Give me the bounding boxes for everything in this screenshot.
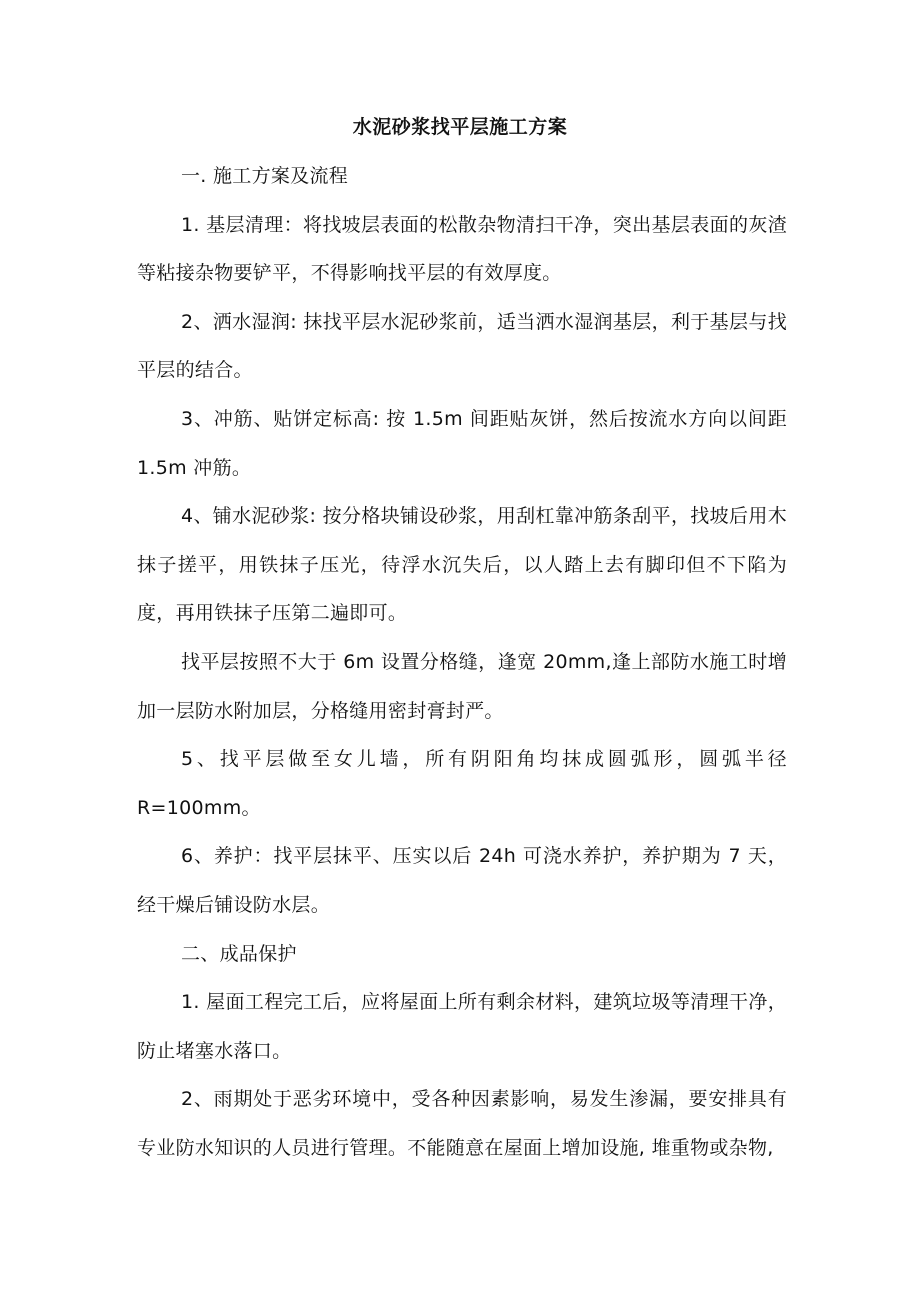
paragraph-dividing-joints: 找平层按照不大于 6m 设置分格缝，逢宽 20mm,逢上部防水施工时增加一层防水附加层，分格缝用密封膏封严。 [137,650,787,722]
paragraph-rainy-season: 2、雨期处于恶劣环境中，受各种因素影响，易发生渗漏，要安排具有专业防水知识的人员进行管理。不能随意在屋面上增加设施, 堆重物或杂物, [137,1088,787,1159]
paragraph-elevation-marking: 3、冲筋、贴饼定标高: 按 1.5m 间距贴灰饼，然后按流水方向以间距 1.5m 冲筋。 [137,407,787,479]
document-body [137,152,787,1172]
paragraph-parapet-corners: 5、找平层做至女儿墙，所有阴阳角均抹成圆弧形，圆弧半径 R=100mm。 [137,748,787,819]
paragraph-curing: 6、养护：找平层抹平、压实以后 24h 可浇水养护，养护期为 7 天，经干燥后铺设防水层。 [137,845,787,916]
paragraph-mortar-laying: 4、铺水泥砂浆: 按分格块铺设砂浆，用刮杠靠冲筋条刮平，找坡后用木抹子搓平，用铁抹子压光，待浮水沉失后，以人踏上去有脚印但不下陷为度，再用铁抹子压第二遍即可。 [137,505,787,625]
document-title: 水泥砂浆找平层施工方案 [352,116,568,138]
section-heading-construction-plan: 一. 施工方案及流程 [181,165,349,187]
paragraph-base-cleaning: 1. 基层清理：将找坡层表面的松散杂物清扫干净，突出基层表面的灰渣等粘接杂物要铲平，不得影响找平层的有效厚度。 [137,213,787,285]
paragraph-watering: 2、洒水湿润: 抹找平层水泥砂浆前，适当洒水湿润基层，利于基层与找平层的结合。 [137,310,787,382]
paragraph-roof-cleanup: 1. 屋面工程完工后，应将屋面上所有剩余材料，建筑垃圾等清理干净，防止堵塞水落口。 [137,991,787,1062]
section-heading-product-protection: 二、成品保护 [181,942,297,965]
